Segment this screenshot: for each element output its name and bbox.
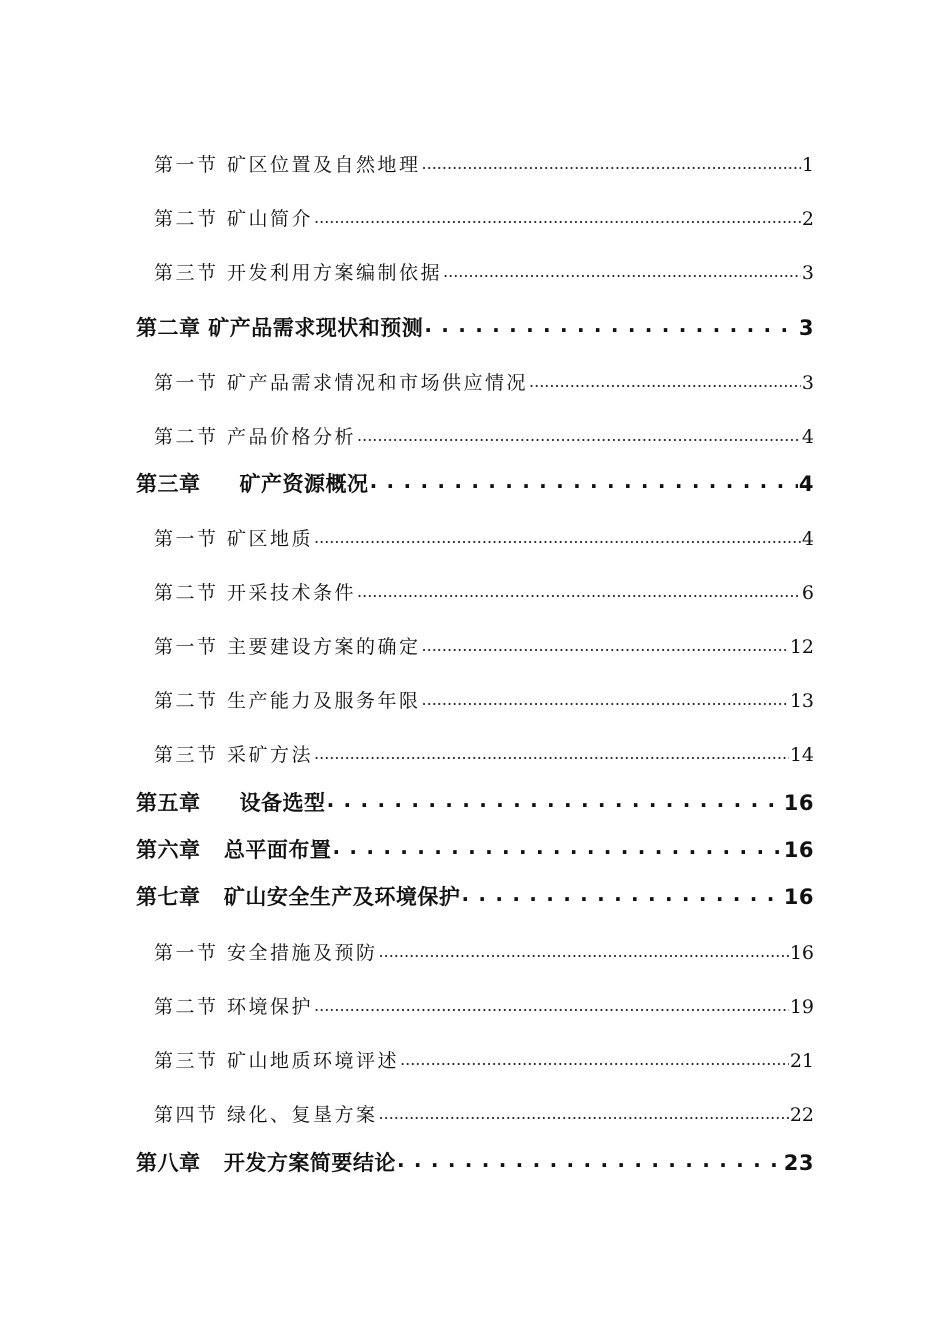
toc-entry-label: 第二节 产品价格分析 — [154, 426, 357, 448]
toc-chapter-entry[interactable] — [136, 834, 814, 864]
toc-entry-page: 3 — [801, 262, 814, 284]
toc-leader-dots — [314, 742, 789, 761]
toc-entry-page: 12 — [789, 636, 814, 658]
toc-entry-page: 16 — [783, 885, 814, 909]
toc-leader-dots — [422, 688, 789, 707]
toc-entry-page: 22 — [789, 1104, 814, 1126]
toc-entry-label: 第三节 矿山地质环境评述 — [154, 1050, 400, 1072]
toc-entry-page: 16 — [783, 791, 814, 815]
toc-entry-page: 6 — [801, 582, 814, 604]
toc-entry-label: 第一节 主要建设方案的确定 — [154, 636, 421, 658]
toc-chapter-entry[interactable] — [136, 881, 814, 911]
toc-chapter-entry[interactable] — [136, 468, 814, 498]
toc-leader-dots — [529, 370, 801, 389]
toc-chapter-entry[interactable] — [136, 1147, 814, 1177]
toc-entry-label: 第二节 矿山简介 — [154, 208, 314, 230]
toc-entry-page: 1 — [801, 154, 814, 176]
toc-entry-page: 3 — [798, 316, 814, 340]
toc-leader-dots — [422, 152, 801, 171]
toc-entry[interactable] — [136, 578, 814, 605]
toc-leader-dots — [443, 260, 801, 279]
toc-leader-dots — [461, 883, 782, 904]
toc-entry[interactable] — [136, 992, 814, 1019]
toc-entry-page: 16 — [789, 942, 814, 964]
toc-leader-dots — [424, 314, 798, 335]
toc-entry-label: 第二节 环境保护 — [154, 996, 314, 1018]
toc-entry-label: 第一节 矿区位置及自然地理 — [154, 154, 421, 176]
toc-entry[interactable] — [136, 938, 814, 965]
toc-chapter-entry[interactable] — [136, 787, 814, 817]
toc-leader-dots — [370, 470, 798, 491]
toc-entry-label: 第一节 矿区地质 — [154, 528, 314, 550]
toc-chapter-entry[interactable] — [136, 312, 814, 342]
toc-entry[interactable] — [136, 204, 814, 231]
toc-leader-dots — [314, 994, 789, 1013]
toc-leader-dots — [314, 526, 801, 545]
toc-entry-label: 第一节 安全措施及预防 — [154, 942, 378, 964]
toc-entry-page: 4 — [801, 528, 814, 550]
toc-leader-dots — [357, 424, 801, 443]
toc-entry-page: 3 — [801, 372, 814, 394]
toc-leader-dots — [379, 940, 789, 959]
toc-entry-page: 4 — [801, 426, 814, 448]
toc-entry-label: 第三章 矿产资源概况 — [136, 472, 369, 496]
toc-entry-page: 13 — [789, 690, 814, 712]
toc-entry-label: 第五章 设备选型 — [136, 791, 326, 815]
toc-leader-dots — [332, 836, 782, 857]
toc-entry-label: 第四节 绿化、复垦方案 — [154, 1104, 378, 1126]
toc-entry[interactable] — [136, 686, 814, 713]
toc-entry-page: 21 — [789, 1050, 814, 1072]
toc-entry-page: 2 — [801, 208, 814, 230]
toc-leader-dots — [357, 580, 801, 599]
toc-leader-dots — [327, 789, 783, 810]
toc-leader-dots — [379, 1102, 789, 1121]
toc-entry[interactable] — [136, 632, 814, 659]
toc-entry[interactable] — [136, 524, 814, 551]
toc-entry-page: 14 — [789, 744, 814, 766]
toc-leader-dots — [400, 1048, 789, 1067]
toc-entry[interactable] — [136, 150, 814, 177]
toc-entry-label: 第二节 生产能力及服务年限 — [154, 690, 421, 712]
toc-entry-label: 第二节 开采技术条件 — [154, 582, 357, 604]
toc-entry[interactable] — [136, 1100, 814, 1127]
toc-entry-label: 第三节 采矿方法 — [154, 744, 314, 766]
toc-entry-page: 19 — [789, 996, 814, 1018]
toc-leader-dots — [397, 1149, 783, 1170]
toc-entry-page: 4 — [798, 472, 814, 496]
toc-entry[interactable] — [136, 1046, 814, 1073]
toc-entry[interactable] — [136, 422, 814, 449]
toc-entry[interactable] — [136, 258, 814, 285]
toc-entry-page: 23 — [783, 1151, 814, 1175]
toc-leader-dots — [314, 206, 801, 225]
toc-entry[interactable] — [136, 368, 814, 395]
toc-entry-label: 第三节 开发利用方案编制依据 — [154, 262, 443, 284]
toc-entry-page: 16 — [783, 838, 814, 862]
toc-entry[interactable] — [136, 740, 814, 767]
toc-entry-label: 第一节 矿产品需求情况和市场供应情况 — [154, 372, 529, 394]
toc-entry-label: 第六章 总平面布置 — [136, 838, 332, 862]
toc-entry-label: 第八章 开发方案简要结论 — [136, 1151, 396, 1175]
toc-leader-dots — [422, 634, 789, 653]
toc-entry-label: 第二章 矿产品需求现状和预测 — [136, 316, 424, 340]
toc-entry-label: 第七章 矿山安全生产及环境保护 — [136, 885, 461, 909]
